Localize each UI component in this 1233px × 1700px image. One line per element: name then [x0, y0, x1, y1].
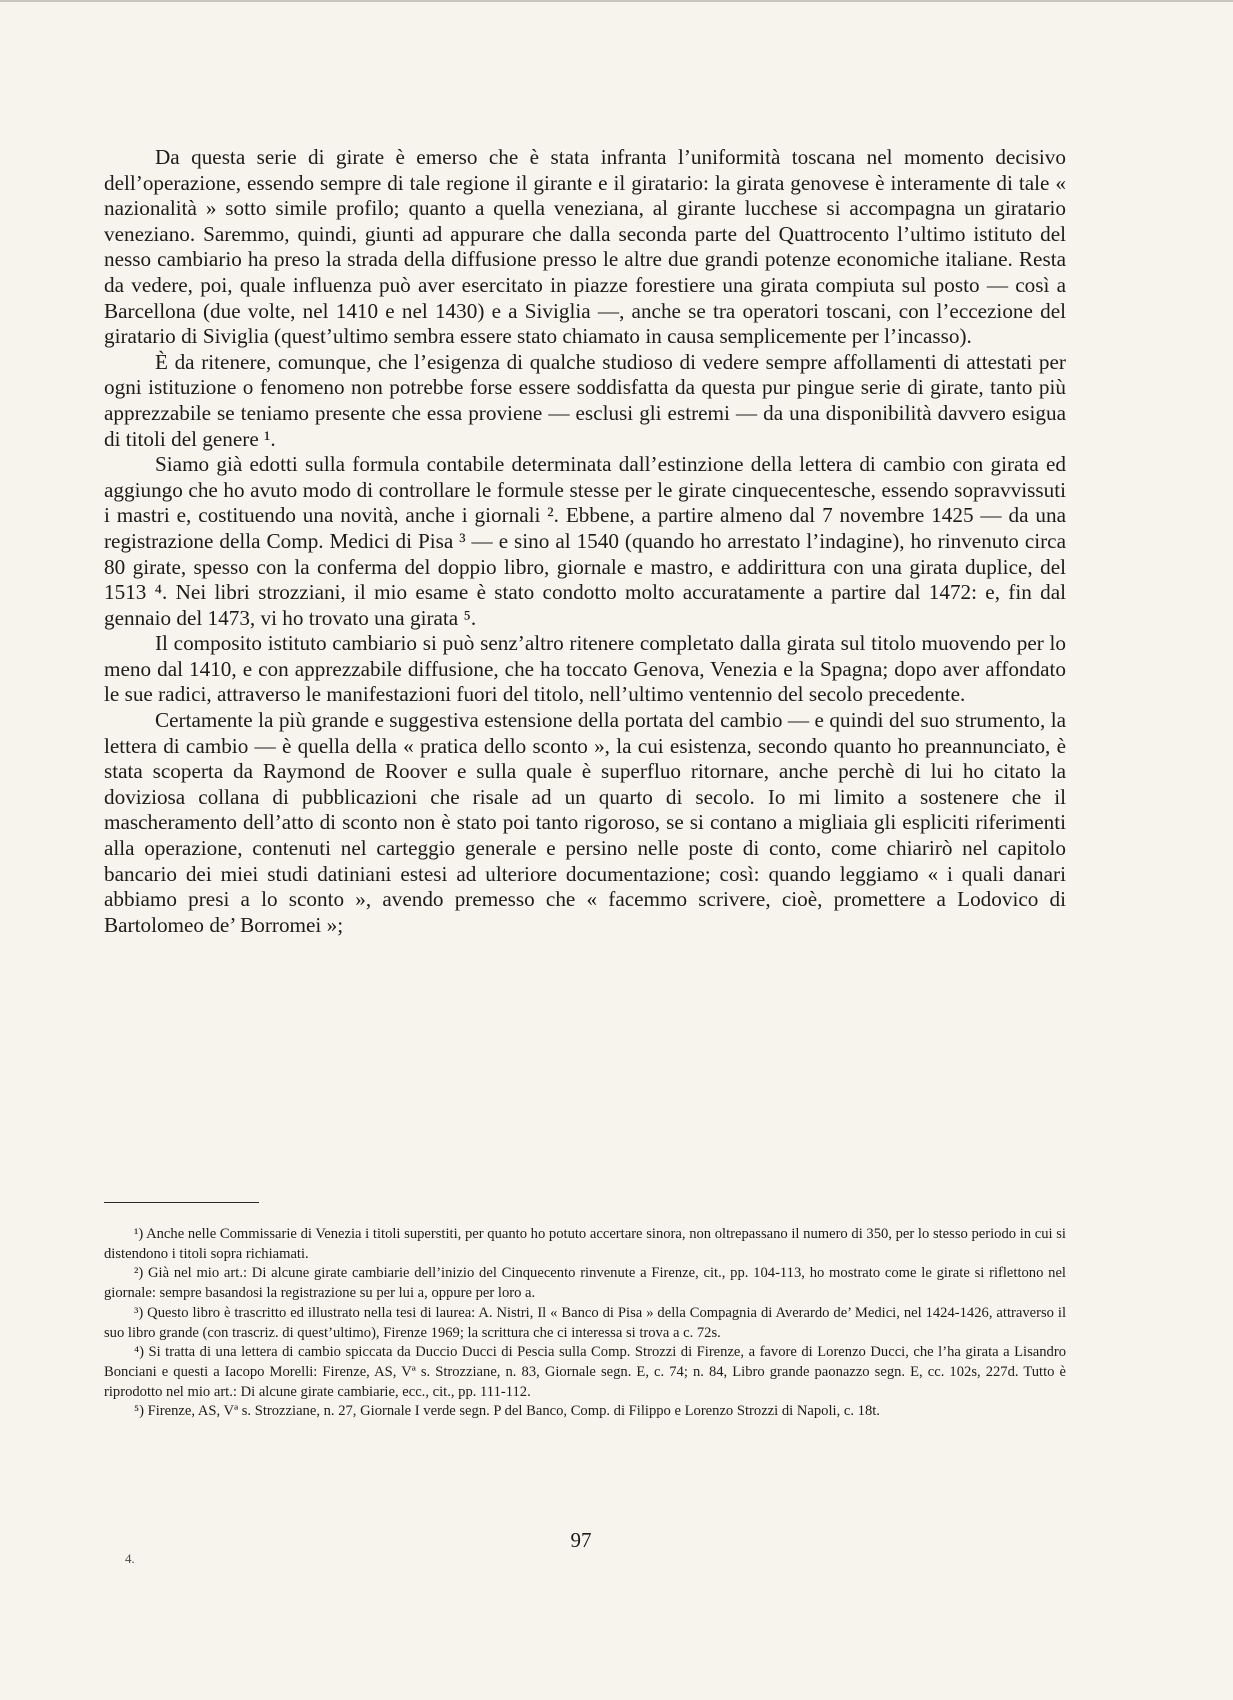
footnote-separator	[104, 1202, 259, 1203]
paragraph: Siamo già edotti sulla formula contabile determinata dall’estinzione della lettera di cambio con girata ed aggiungo che ho avuto modo di controllare le formule stesse per le girate cinquecentesche, essendo sopravvissuti i mastri e, costituendo una novità, anche i giornali ². Ebbene, a partire almeno dal 7 novembre 1425 — da una registrazione della Comp. Medici di Pisa ³ — e sino al 1540 (quando ho arrestato l’indagine), ho rinvenuto circa 80 girate, spesso con la conferma del doppio libro, giornale e mastro, e addirittura con una girata duplice, del 1513 ⁴. Nei libri strozziani, il mio esame è stato condotto molto accuratamente a partire dal 1472: e, fin dal gennaio del 1473, vi ho trovato una girata ⁵.	[104, 452, 1066, 630]
page-top-edge	[0, 0, 1233, 2]
paragraph: Il composito istituto cambiario si può senz’altro ritenere completato dalla girata sul titolo muovendo per lo meno dal 1410, e con apprezzabile diffusione, che ha toccato Genova, Venezia e la Spagna; dopo aver affondato le sue radici, attraverso le manifestazioni fuori del titolo, nell’ultimo ventennio del secolo precedente.	[104, 631, 1066, 707]
footnote-3: ³) Questo libro è trascritto ed illustrato nella tesi di laurea: A. Nistri, Il « Banco di Pisa » della Compagnia di Averardo de’ Medici, nel 1424-1426, attraverso il suo libro grande (con trascriz. di quest’ultimo), Firenze 1969; la scrittura che ci interessa si trova a c. 72s.	[104, 1304, 1066, 1341]
main-text	[104, 145, 1066, 938]
signature-mark: 4.	[125, 1551, 135, 1566]
footnote-2: ²) Già nel mio art.: Di alcune girate cambiarie dell’inizio del Cinquecento rinvenute a Firenze, cit., pp. 104-113, ho mostrato come le girate si riflettono nel giornale: sempre basandosi la registrazione su per lui a, oppure per loro a.	[104, 1265, 1066, 1302]
page-number: 97	[570, 1528, 592, 1552]
paragraph: Certamente la più grande e suggestiva estensione della portata del cambio — e quindi del suo strumento, la lettera di cambio — è quella della « pratica dello sconto », la cui esistenza, secondo quanto ho preannunciato, è stata scoperta da Raymond de Roover e sulla quale è superfluo ritornare, anche perchè di lui ho citato la doviziosa collana di pubblicazioni che risale ad un quarto di secolo. Io mi limito a sostenere che il mascheramento dell’atto di sconto non è stato poi tanto rigoroso, se si contano a migliaia gli espliciti riferimenti alla operazione, contenuti nel carteggio generale e persino nelle poste di conto, come chiarirò nel capitolo bancario dei miei studi datiniani estesi ad ulteriore documentazione; così: quando leggiamo « i quali danari abbiamo presi a lo sconto », avendo premesso che « facemmo scrivere, cioè, promettere a Lodovico di Bartolomeo de’ Borromei »;	[104, 708, 1066, 937]
footnote-5: ⁵) Firenze, AS, Vª s. Strozziane, n. 27, Giornale I verde segn. P del Banco, Comp. di Filippo e Lorenzo Strozzi di Napoli, c. 18t.	[134, 1403, 880, 1420]
footnote-4: ⁴) Si tratta di una lettera di cambio spiccata da Duccio Ducci di Pescia sulla Comp. Strozzi di Firenze, a favore di Lorenzo Ducci, che l’ha girata a Lisandro Bonciani e questi a Iacopo Morelli: Firenze, AS, Vª s. Strozziane, n. 83, Giornale segn. E, c. 74; n. 84, Libro grande paonazzo segn. E, cc. 102s, 227d. Tutto è riprodotto nel mio art.: Di alcune girate cambiarie, ecc., cit., pp. 111-112.	[104, 1344, 1066, 1400]
paragraph: È da ritenere, comunque, che l’esigenza di qualche studioso di vedere sempre affollamenti di attestati per ogni istituzione o fenomeno non potrebbe forse essere soddisfatta da questa pur pingue serie di girate, tanto più apprezzabile se teniamo presente che essa proviene — esclusi gli estremi — da una disponibilità davvero esigua di titoli del genere ¹.	[104, 349, 1066, 451]
footnotes	[104, 1225, 1066, 1422]
footnote-1: ¹) Anche nelle Commissarie di Venezia i titoli superstiti, per quanto ho potuto accertare sinora, non oltrepassano il numero di 350, per lo stesso periodo in cui si distendono i titoli sopra richiamati.	[104, 1226, 1066, 1262]
paragraph: Da questa serie di girate è emerso che è stata infranta l’uniformità toscana nel momento decisivo dell’operazione, essendo sempre di tale regione il girante e il giratario: la girata genovese è interamente di tale « nazionalità » sotto simile profilo; quanto a quella veneziana, al girante lucchese si accompagna un giratario veneziano. Saremmo, quindi, giunti ad appurare che dalla seconda parte del Quattrocento l’ultimo istituto del nesso cambiario ha preso la strada della diffusione presso le altre due grandi potenze economiche italiane. Resta da vedere, poi, quale influenza può aver esercitato in piazze forestiere una girata compiuta sul posto — così a Barcellona (due volte, nel 1410 e nel 1430) e a Siviglia —, anche se tra operatori toscani, con l’eccezione del giratario di Siviglia (quest’ultimo sembra essere stato chiamato in causa semplicemente per l’incasso).	[104, 145, 1066, 349]
